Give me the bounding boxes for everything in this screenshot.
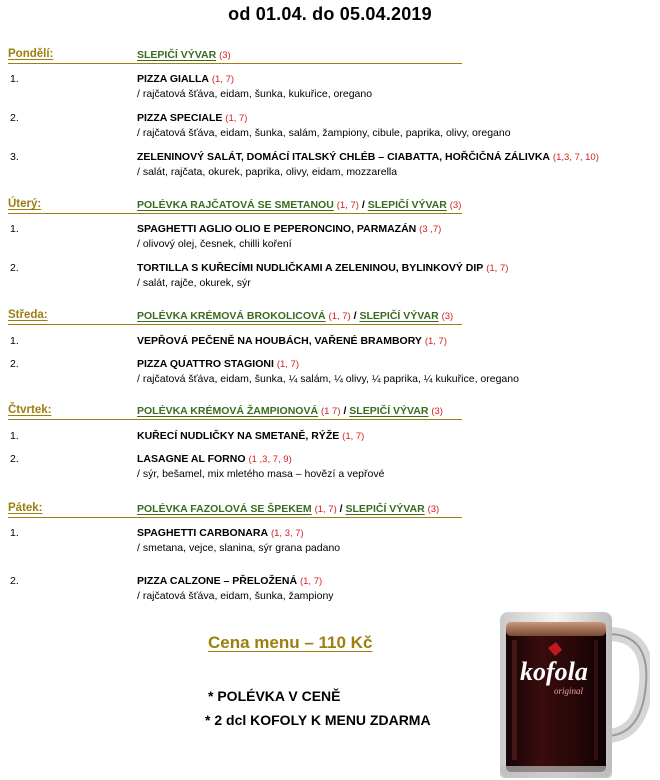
dish-description: / sýr, bešamel, mix mletého masa – hovězí a vepřové	[137, 468, 385, 480]
dish-allergens: (1, 7)	[424, 336, 447, 347]
item-number: 1.	[10, 223, 19, 235]
dish-allergens: (1, 7)	[486, 263, 509, 274]
soup-line-wednesday	[137, 310, 453, 322]
dish-allergens: (1, 3, 7)	[270, 528, 304, 539]
soup-allergens: (3)	[219, 50, 231, 61]
day-label-thursday: Čtvrtek:	[8, 404, 52, 416]
item-number: 1.	[10, 527, 19, 539]
day-label-friday: Pátek:	[8, 502, 43, 514]
menu-item-monday-1	[137, 73, 372, 100]
soup-allergens: (3)	[427, 504, 440, 515]
soup-name: POLÉVKA FAZOLOVÁ SE ŠPEKEM	[137, 503, 312, 515]
dish-description: / rajčatová šťáva, eidam, šunka, kukuřice, oregano	[137, 88, 373, 100]
menu-item-tuesday-2	[137, 262, 508, 289]
day-label-tuesday: Úterý:	[8, 198, 42, 210]
soup-allergens: (3)	[449, 200, 462, 211]
menu-item-wednesday-1	[137, 335, 447, 347]
dish-description: / salát, rajče, okurek, sýr	[137, 277, 251, 289]
divider	[8, 324, 462, 325]
dish-allergens: (1, 7)	[342, 431, 365, 442]
dish-allergens: (1,3, 7, 10)	[552, 152, 599, 163]
soup-name: SLEPIČÍ VÝVAR	[349, 405, 429, 417]
soup-separator: /	[361, 199, 365, 211]
soup-name: POLÉVKA KRÉMOVÁ BROKOLICOVÁ	[137, 310, 326, 322]
item-number: 3.	[10, 151, 19, 163]
divider	[8, 517, 462, 518]
dish-allergens: (1, 7)	[211, 74, 235, 85]
menu-item-friday-2	[137, 575, 334, 602]
kofola-logo-sub: original	[554, 686, 584, 696]
divider	[8, 419, 462, 420]
dish-description: / smetana, vejce, slanina, sýr grana padano	[137, 542, 341, 554]
soup-allergens: (3)	[431, 406, 443, 417]
dish-allergens: (1, 7)	[299, 576, 323, 587]
menu-item-friday-1	[137, 527, 340, 554]
dish-name: SPAGHETTI CARBONARA	[137, 527, 269, 539]
dish-name: PIZZA SPECIALE	[137, 112, 223, 124]
menu-item-tuesday-1	[137, 223, 441, 250]
item-number: 2.	[10, 262, 19, 274]
menu-item-monday-2	[137, 112, 511, 139]
dish-description: / olivový olej, česnek, chilli koření	[137, 238, 292, 250]
item-number: 2.	[10, 358, 19, 370]
menu-item-thursday-1	[137, 430, 364, 442]
menu-item-thursday-2	[137, 453, 384, 480]
menu-item-monday-3	[137, 151, 599, 178]
dish-name: ZELENINOVÝ SALÁT, DOMÁCÍ ITALSKÝ CHLÉB – CIABATTA, HOŘČIČNÁ ZÁLIVKA	[137, 151, 550, 163]
soup-separator: /	[343, 405, 347, 417]
soup-allergens: (1, 7)	[314, 504, 337, 515]
dish-description: / salát, rajčata, okurek, paprika, olivy, eidam, mozzarella	[137, 166, 398, 178]
dish-name: PIZZA GIALLA	[137, 73, 209, 85]
soup-line-friday	[137, 503, 439, 515]
item-number: 2.	[10, 453, 19, 465]
soup-separator: /	[353, 310, 357, 322]
item-number: 2.	[10, 112, 19, 124]
menu-item-wednesday-2	[137, 358, 519, 385]
page-title: od 01.04. do 05.04.2019	[228, 4, 432, 24]
dish-description: / rajčatová šťáva, eidam, šunka, ¼ salám, ¼ olivy, ¼ paprika, ¼ kukuřice, oregano	[137, 373, 519, 385]
divider	[8, 213, 462, 214]
item-number: 2.	[10, 575, 19, 587]
soup-name: SLEPIČÍ VÝVAR	[137, 49, 217, 61]
day-label-monday: Pondělí:	[8, 48, 54, 60]
menu-price: Cena menu – 110 Kč	[208, 633, 373, 652]
item-number: 1.	[10, 73, 19, 85]
dish-name: SPAGHETTI AGLIO OLIO E PEPERONCINO, PARMAZÁN	[137, 223, 417, 235]
dish-description: / rajčatová šťáva, eidam, šunka, žampiony	[137, 590, 334, 602]
soup-allergens: (1, 7)	[336, 200, 359, 211]
dish-allergens: (3 ,7)	[419, 224, 442, 235]
kofola-mug-image	[490, 604, 650, 780]
soup-allergens: (1, 7)	[328, 311, 351, 322]
dish-allergens: (1, 7)	[276, 359, 299, 370]
soup-name: POLÉVKA KRÉMOVÁ ŽAMPIONOVÁ	[137, 405, 319, 417]
divider	[8, 63, 462, 64]
soup-line-monday	[137, 49, 231, 61]
soup-line-thursday	[137, 405, 443, 417]
soup-name: SLEPIČÍ VÝVAR	[367, 199, 447, 211]
dish-name: TORTILLA S KUŘECÍMI NUDLIČKAMI A ZELENINOU, BYLINKOVÝ DIP	[137, 262, 484, 274]
dish-name: KUŘECÍ NUDLIČKY NA SMETANĚ, RÝŽE	[137, 430, 340, 442]
dish-name: VEPŘOVÁ PEČENĚ NA HOUBÁCH, VAŘENÉ BRAMBORY	[137, 335, 422, 347]
soup-name: POLÉVKA RAJČATOVÁ SE SMETANOU	[137, 199, 334, 211]
day-label-wednesday: Středa:	[8, 309, 48, 321]
soup-name: SLEPIČÍ VÝVAR	[345, 503, 425, 515]
soup-line-tuesday	[137, 199, 461, 211]
note-soup-included: * POLÉVKA V CENĚ	[208, 688, 341, 704]
dish-allergens: (1 ,3, 7, 9)	[248, 454, 292, 465]
soup-name: SLEPIČÍ VÝVAR	[359, 310, 439, 322]
dish-name: PIZZA QUATTRO STAGIONI	[137, 358, 274, 370]
dish-name: PIZZA CALZONE – PŘELOŽENÁ	[137, 575, 298, 587]
note-free-kofola: * 2 dcl KOFOLY K MENU ZDARMA	[205, 712, 431, 728]
soup-allergens: (1 7)	[320, 406, 341, 417]
item-number: 1.	[10, 335, 19, 347]
dish-name: LASAGNE AL FORNO	[137, 453, 246, 465]
soup-separator: /	[339, 503, 343, 515]
dish-description: / rajčatová šťáva, eidam, šunka, salám, žampiony, cibule, paprika, olivy, oregano	[137, 127, 511, 139]
kofola-logo: kofola	[520, 657, 588, 686]
item-number: 1.	[10, 430, 19, 442]
soup-allergens: (3)	[441, 311, 454, 322]
dish-allergens: (1, 7)	[225, 113, 248, 124]
